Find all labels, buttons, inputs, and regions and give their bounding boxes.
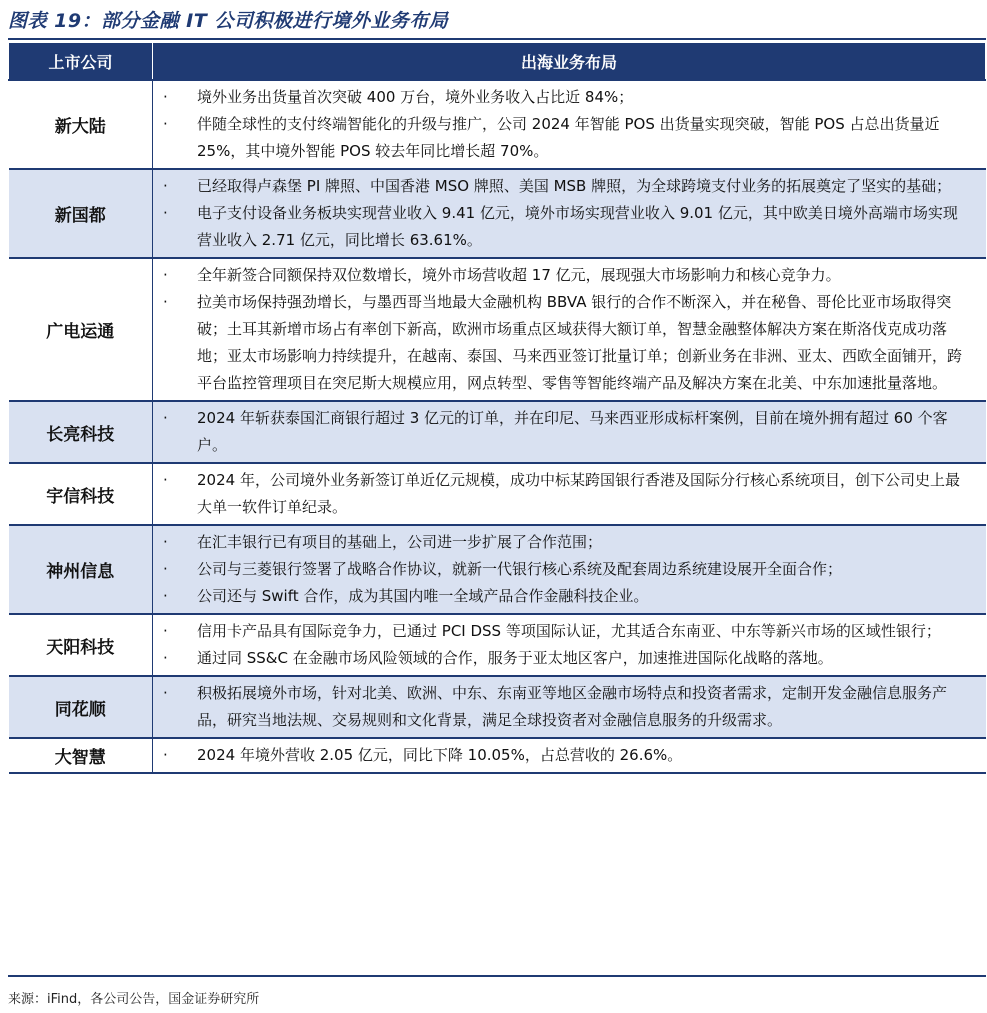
company-name: 大智慧 xyxy=(9,738,153,773)
business-layout-table xyxy=(8,42,986,774)
bullet-item xyxy=(159,467,972,521)
bullet-item xyxy=(159,405,972,459)
company-name: 宇信科技 xyxy=(9,463,153,525)
bullet-text: 境外业务出货量首次突破 400 万台，境外业务收入占比近 84%； xyxy=(197,88,634,106)
table-row xyxy=(9,169,986,258)
company-name: 神州信息 xyxy=(9,525,153,614)
table-row xyxy=(9,738,986,773)
table-row xyxy=(9,463,986,525)
table-row xyxy=(9,258,986,401)
bullet-dot-icon: · xyxy=(163,622,168,640)
bullet-item xyxy=(159,84,972,111)
bullet-text: 拉美市场保持强劲增长，与墨西哥当地最大金融机构 BBVA 银行的合作不断深入，并在秘鲁、哥伦比亚市场取得突破；土耳其新增市场占有率创下新高，欧洲市场重点区域获得大额订单，智慧金融整体解决方案在斯洛伐克成功落地；亚太市场影响力持续提升，在越南、泰国、马来西亚签订批量订单；创新业务在非洲、亚太、西欧全面铺开，跨平台监控管理项目在突尼斯大规模应用，网点转型、零售等智能终端产品及解决方案在北美、中东加速批量落地。 xyxy=(197,293,963,392)
bullet-item xyxy=(159,742,972,769)
title-divider xyxy=(8,38,986,40)
company-name: 天阳科技 xyxy=(9,614,153,676)
bullet-text: 信用卡产品具有国际竞争力，已通过 PCI DSS 等项国际认证，尤其适合东南亚、中东等新兴市场的区域性银行； xyxy=(197,622,941,640)
header-company: 上市公司 xyxy=(9,43,153,81)
table-row xyxy=(9,676,986,738)
bullet-item xyxy=(159,200,972,254)
figure-title: 图表 19：部分金融 IT 公司积极进行境外业务布局 xyxy=(8,10,449,32)
overseas-layout-cell xyxy=(153,463,986,525)
bullet-text: 2024 年，公司境外业务新签订单近亿元规模，成功中标某跨国银行香港及国际分行核心系统项目，创下公司史上最大单一软件订单纪录。 xyxy=(197,471,960,516)
company-name: 新大陆 xyxy=(9,80,153,169)
table-row xyxy=(9,80,986,169)
bullet-item xyxy=(159,583,972,610)
overseas-layout-cell xyxy=(153,738,986,773)
overseas-layout-cell xyxy=(153,676,986,738)
bullet-text: 2024 年境外营收 2.05 亿元，同比下降 10.05%，占总营收的 26.6%。 xyxy=(197,746,683,764)
bullet-item xyxy=(159,173,972,200)
company-name: 广电运通 xyxy=(9,258,153,401)
bullet-text: 电子支付设备业务板块实现营业收入 9.41 亿元，境外市场实现营业收入 9.01 亿元，其中欧美日境外高端市场实现营业收入 2.71 亿元，同比增长 63.61%。 xyxy=(197,204,958,249)
table-body xyxy=(9,80,986,773)
bullet-text: 全年新签合同额保持双位数增长，境外市场营收超 17 亿元，展现强大市场影响力和核心竞争力。 xyxy=(197,266,841,284)
bullet-dot-icon: · xyxy=(163,409,168,427)
overseas-layout-cell xyxy=(153,401,986,463)
bullet-text: 伴随全球性的支付终端智能化的升级与推广，公司 2024 年智能 POS 出货量实现突破，智能 POS 占总出货量近 25%，其中境外智能 POS 较去年同比增长超 70%。 xyxy=(197,115,940,160)
bullet-dot-icon: · xyxy=(163,471,168,489)
bullet-dot-icon: · xyxy=(163,587,168,605)
bullet-dot-icon: · xyxy=(163,204,168,222)
overseas-layout-cell xyxy=(153,258,986,401)
bullet-dot-icon: · xyxy=(163,88,168,106)
bullet-item xyxy=(159,618,972,645)
bullet-text: 公司还与 Swift 合作，成为其国内唯一全域产品合作金融科技企业。 xyxy=(197,587,649,605)
bullet-item xyxy=(159,111,972,165)
bullet-text: 2024 年斩获泰国汇商银行超过 3 亿元的订单，并在印尼、马来西亚形成标杆案例，目前在境外拥有超过 60 个客户。 xyxy=(197,409,948,454)
bullet-text: 公司与三菱银行签署了战略合作协议，就新一代银行核心系统及配套周边系统建设展开全面合作； xyxy=(197,560,843,578)
bullet-dot-icon: · xyxy=(163,115,168,133)
table-row xyxy=(9,525,986,614)
bullet-dot-icon: · xyxy=(163,177,168,195)
bullet-dot-icon: · xyxy=(163,649,168,667)
bullet-text: 在汇丰银行已有项目的基础上，公司进一步扩展了合作范围； xyxy=(197,533,603,551)
bullet-text: 已经取得卢森堡 PI 牌照、中国香港 MSO 牌照、美国 MSB 牌照，为全球跨境支付业务的拓展奠定了坚实的基础； xyxy=(197,177,952,195)
bullet-item xyxy=(159,556,972,583)
header-overseas-layout: 出海业务布局 xyxy=(153,43,986,81)
bullet-dot-icon: · xyxy=(163,746,168,764)
bottom-divider xyxy=(8,975,986,977)
bullet-item xyxy=(159,680,972,734)
source-note: 来源：iFind，各公司公告，国金证券研究所 xyxy=(8,992,260,1007)
bullet-dot-icon: · xyxy=(163,533,168,551)
table-row xyxy=(9,401,986,463)
company-name: 同花顺 xyxy=(9,676,153,738)
overseas-layout-cell xyxy=(153,525,986,614)
overseas-layout-cell xyxy=(153,614,986,676)
bullet-item xyxy=(159,262,972,289)
bullet-dot-icon: · xyxy=(163,560,168,578)
bullet-text: 积极拓展境外市场，针对北美、欧洲、中东、东南亚等地区金融市场特点和投资者需求，定制开发金融信息服务产品，研究当地法规、交易规则和文化背景，满足全球投资者对金融信息服务的升级需求。 xyxy=(197,684,948,729)
bullet-item xyxy=(159,529,972,556)
bullet-dot-icon: · xyxy=(163,293,168,311)
bullet-text: 通过同 SS&C 在金融市场风险领域的合作，服务于亚太地区客户，加速推进国际化战略的落地。 xyxy=(197,649,833,667)
company-name: 长亮科技 xyxy=(9,401,153,463)
bullet-dot-icon: · xyxy=(163,266,168,284)
overseas-layout-cell xyxy=(153,80,986,169)
table-row xyxy=(9,614,986,676)
bullet-item xyxy=(159,289,972,397)
company-name: 新国都 xyxy=(9,169,153,258)
bullet-item xyxy=(159,645,972,672)
bullet-dot-icon: · xyxy=(163,684,168,702)
table-header-row xyxy=(9,43,986,81)
overseas-layout-cell xyxy=(153,169,986,258)
